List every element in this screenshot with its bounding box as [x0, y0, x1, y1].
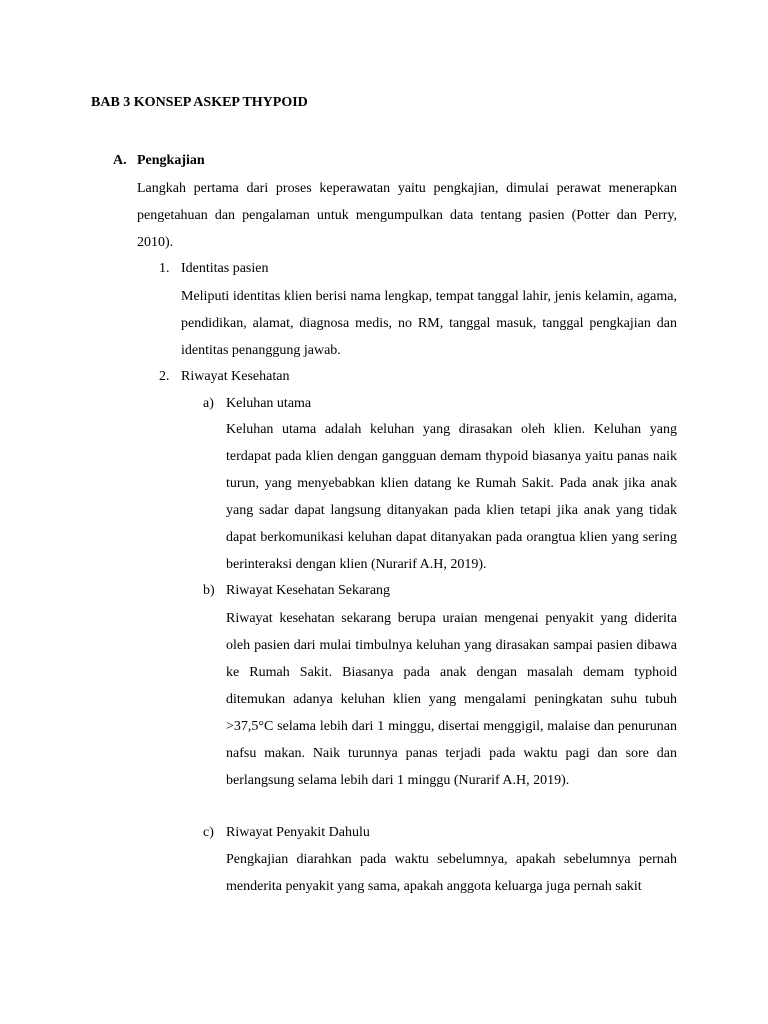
- item-2-title: Riwayat Kesehatan: [181, 369, 290, 384]
- item-1-number: 1.: [159, 261, 170, 276]
- item-1-paragraph: Meliputi identitas klien berisi nama lengkap, tempat tanggal lahir, jenis kelamin, agama, pendidikan, alamat, diagnosa medis, no RM, tanggal masuk, tanggal pengkajian dan identitas penanggung jawab.: [181, 289, 677, 358]
- section-number: A.: [113, 153, 127, 168]
- item-2-number: 2.: [159, 369, 170, 384]
- section-intro-paragraph: Langkah pertama dari proses keperawatan yaitu pengkajian, dimulai perawat menerapkan pengetahuan dan pengalaman untuk mengumpulkan data tentang pasien (Potter dan Perry, 2010).: [137, 181, 677, 250]
- subitem-a-title: Keluhan utama: [226, 396, 312, 411]
- subitem-b-letter: b): [203, 583, 215, 598]
- subitem-c-title: Riwayat Penyakit Dahulu: [226, 825, 370, 840]
- subitem-b-title: Riwayat Kesehatan Sekarang: [226, 583, 391, 598]
- subitem-a-letter: a): [203, 396, 214, 411]
- subitem-c-letter: c): [203, 825, 214, 840]
- subitem-b-paragraph: Riwayat kesehatan sekarang berupa uraian mengenai penyakit yang diderita oleh pasien dari mulai timbulnya keluhan yang dirasakan sampai pasien dibawa ke Rumah Sakit. Biasanya pada anak dengan masalah demam typhoid ditemukan adanya keluhan klien yang mengalami peningkatan suhu tubuh >37,5°C selama lebih dari 1 minggu, disertai menggigil, malaise dan penurunan nafsu makan. Naik turunnya panas terjadi pada waktu pagi dan sore dan berlangsung selama lebih dari 1 minggu (Nurarif A.H, 2019).: [226, 611, 677, 788]
- item-1-title: Identitas pasien: [181, 261, 269, 276]
- subitem-c-paragraph: Pengkajian diarahkan pada waktu sebelumnya, apakah sebelumnya pernah menderita penyakit yang sama, apakah anggota keluarga juga pernah sakit: [226, 852, 677, 894]
- subitem-a-paragraph: Keluhan utama adalah keluhan yang dirasakan oleh klien. Keluhan yang terdapat pada klien dengan gangguan demam thypoid biasanya yaitu panas naik turun, yang menyebabkan klien datang ke Rumah Sakit. Pada anak jika anak yang sadar dapat langsung ditanyakan pada klien tetapi jika anak yang tidak dapat berkomunikasi keluhan dapat ditanyakan pada orangtua klien yang sering berinteraksi dengan klien (Nurarif A.H, 2019).: [226, 422, 677, 572]
- document-title: BAB 3 KONSEP ASKEP THYPOID: [91, 95, 308, 110]
- section-title: Pengkajian: [137, 153, 205, 168]
